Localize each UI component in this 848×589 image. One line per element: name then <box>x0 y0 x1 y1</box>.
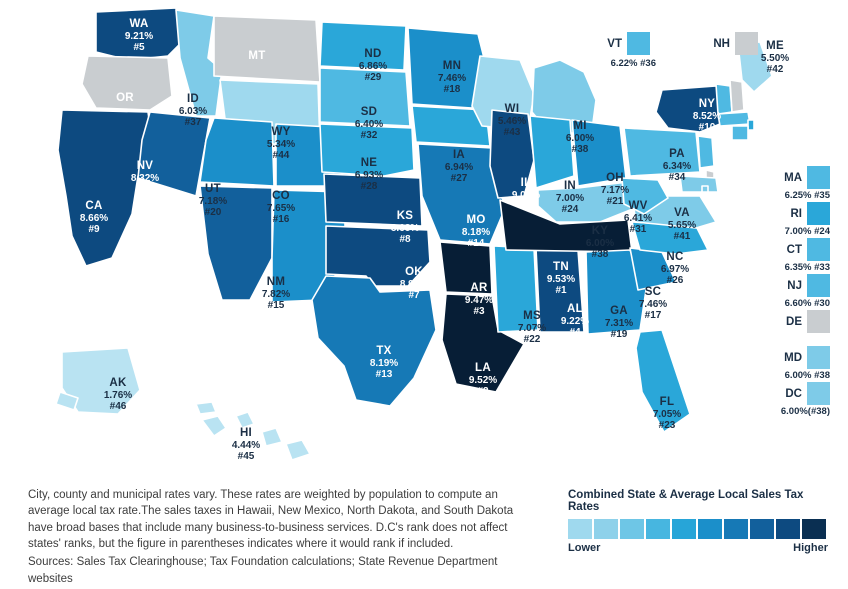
state-label-ut[interactable] <box>188 183 238 218</box>
state-label-ne[interactable] <box>344 157 394 192</box>
legend-cell-10 <box>802 519 826 539</box>
state-abbr: MI <box>573 120 587 132</box>
state-rate: 6.40% <box>354 118 384 130</box>
callout-swatch <box>807 382 830 405</box>
state-rank: #37 <box>184 117 202 129</box>
state-rank: #26 <box>666 275 684 287</box>
state-rank: #38 <box>571 144 589 156</box>
state-label-or[interactable] <box>100 92 150 105</box>
state-label-tx[interactable] <box>360 345 408 380</box>
state-rate: 7.82% <box>261 288 291 300</box>
state-abbr: SC <box>644 286 662 298</box>
state-label-la[interactable] <box>457 362 509 397</box>
callout-nh[interactable] <box>700 32 758 55</box>
legend-cell-1 <box>568 519 592 539</box>
callout-value: 6.22% #36 <box>610 58 656 69</box>
state-rank: #1 <box>555 285 567 297</box>
callout-vt[interactable] <box>592 32 650 55</box>
state-rank: #13 <box>375 369 393 381</box>
state-rate: 9.47% <box>464 294 494 306</box>
state-abbr: NC <box>666 251 684 263</box>
legend-cell-7 <box>724 519 748 539</box>
state-rate: 6.86% <box>358 60 388 72</box>
state-abbr: AL <box>567 303 583 315</box>
state-rate: 5.34% <box>266 138 296 150</box>
legend-color-scale <box>568 519 830 539</box>
state-rank: #9 <box>88 224 100 236</box>
state-rate: 8.66% <box>79 212 109 224</box>
state-abbr: WY <box>271 126 291 138</box>
callout-abbr: VT <box>607 37 622 50</box>
state-label-ks[interactable] <box>380 210 430 245</box>
callout-abbr: DC <box>785 387 802 400</box>
state-rank: #11 <box>189 294 207 306</box>
state-label-co[interactable] <box>256 190 306 225</box>
callout-abbr: DE <box>786 315 802 328</box>
callout-value: 6.00%(#38) <box>780 406 830 417</box>
state-abbr: NE <box>360 157 378 169</box>
state-rate: 7.46% <box>638 298 668 310</box>
state-abbr: WI <box>504 103 520 115</box>
state-label-ca[interactable] <box>68 200 120 235</box>
state-abbr: MT <box>248 50 266 62</box>
state-label-hi[interactable] <box>224 427 268 462</box>
state-abbr: MO <box>466 214 486 226</box>
state-abbr: OR <box>116 92 134 104</box>
legend <box>568 489 830 554</box>
state-abbr: HI <box>239 427 253 439</box>
callout-abbr: CT <box>786 243 802 256</box>
state-abbr: MN <box>442 60 462 72</box>
state-rate: 9.52% <box>468 374 498 386</box>
callout-swatch <box>807 166 830 189</box>
state-rate: 8.19% <box>369 357 399 369</box>
state-label-al[interactable] <box>552 303 598 338</box>
callout-swatch <box>627 32 650 55</box>
callout-value: 6.00% #38 <box>784 370 830 381</box>
state-label-ok[interactable] <box>391 266 437 301</box>
callout-abbr: RI <box>790 207 802 220</box>
state-shape-mt[interactable] <box>214 16 320 82</box>
callout-value: 7.00% #24 <box>784 226 830 237</box>
state-label-fl[interactable] <box>645 396 689 431</box>
callout-swatch <box>807 274 830 297</box>
callout-value: 6.35% #33 <box>784 262 830 273</box>
state-rate: 7.46% <box>437 72 467 84</box>
state-rate: 7.05% <box>652 408 682 420</box>
state-rank: #18 <box>443 84 461 96</box>
callout-abbr: NH <box>713 37 730 50</box>
callout-swatch <box>807 310 830 333</box>
state-label-nv[interactable] <box>118 160 172 195</box>
state-rate: 7.31% <box>604 317 634 329</box>
state-rate: 6.93% <box>354 169 384 181</box>
state-rank: #43 <box>503 127 521 139</box>
state-rate: 6.41% <box>623 212 653 224</box>
state-rate: 9.22% <box>560 315 590 327</box>
legend-low-label: Lower <box>568 542 601 554</box>
state-rate: 8.94% <box>399 278 429 290</box>
state-label-mo[interactable] <box>452 214 500 249</box>
state-rank: #45 <box>237 451 255 463</box>
state-rank: #41 <box>673 231 691 243</box>
state-label-nm[interactable] <box>252 276 300 311</box>
state-rank: #19 <box>610 329 628 341</box>
state-rate: 9.21% <box>124 30 154 42</box>
state-rank: #4 <box>569 327 581 339</box>
state-rate: 7.07% <box>517 322 547 334</box>
state-label-ny[interactable] <box>681 98 733 133</box>
state-label-nc[interactable] <box>650 251 700 286</box>
state-rate: 8.18% <box>461 226 491 238</box>
state-label-az[interactable] <box>174 270 222 305</box>
state-abbr: SD <box>360 106 378 118</box>
state-abbr: OK <box>405 266 423 278</box>
state-rank: #21 <box>606 196 624 208</box>
state-label-mt[interactable] <box>232 50 282 63</box>
state-shape-hi[interactable] <box>202 416 226 436</box>
legend-cell-6 <box>698 519 722 539</box>
state-rate: 1.76% <box>103 389 133 401</box>
state-rank: #44 <box>272 150 290 162</box>
state-label-ky[interactable] <box>567 225 633 260</box>
state-rate: 6.94% <box>444 161 474 173</box>
state-abbr: IN <box>563 180 577 192</box>
callout-value: 6.25% #35 <box>784 190 830 201</box>
legend-cell-2 <box>594 519 618 539</box>
state-rank: #6 <box>520 201 532 213</box>
state-rank: #29 <box>364 72 382 84</box>
state-shape-dc[interactable] <box>702 186 708 192</box>
legend-cell-4 <box>646 519 670 539</box>
state-rate: 8.52% <box>692 110 722 122</box>
state-shape-ct[interactable] <box>732 126 748 140</box>
state-rank: #23 <box>658 420 676 432</box>
state-rank: #32 <box>360 130 378 142</box>
state-label-ia[interactable] <box>434 149 484 184</box>
callout-swatch <box>807 202 830 225</box>
state-abbr: CA <box>85 200 103 212</box>
state-rate: 6.00% <box>565 132 595 144</box>
state-rank: #16 <box>272 214 290 226</box>
state-rate: 6.97% <box>660 263 690 275</box>
state-abbr: PA <box>669 148 685 160</box>
state-abbr: AR <box>470 282 488 294</box>
state-rank: #34 <box>668 172 686 184</box>
state-rank: #22 <box>523 334 541 346</box>
state-abbr: CO <box>272 190 290 202</box>
state-rank: #12 <box>136 184 154 196</box>
callout-dc[interactable] <box>772 382 830 405</box>
island-shape-1 <box>236 412 254 428</box>
state-label-ga[interactable] <box>596 305 642 340</box>
state-rank: #15 <box>267 300 285 312</box>
state-label-mn[interactable] <box>424 60 480 95</box>
callout-abbr: NJ <box>787 279 802 292</box>
state-abbr: MS <box>523 310 541 322</box>
state-rate: 7.18% <box>198 195 228 207</box>
footnote <box>28 487 538 589</box>
legend-cell-9 <box>776 519 800 539</box>
callout-nj[interactable] <box>772 274 830 297</box>
state-rank: #24 <box>561 204 579 216</box>
state-rate: 6.03% <box>178 105 208 117</box>
state-rate: 7.17% <box>600 184 630 196</box>
state-rate: 5.50% <box>760 52 790 64</box>
callout-value: 6.60% #30 <box>784 298 830 309</box>
legend-title: Combined State & Average Local Sales Tax Rates <box>568 489 804 513</box>
callout-swatch <box>807 238 830 261</box>
state-label-id[interactable] <box>170 93 216 128</box>
state-label-nd[interactable] <box>345 48 401 83</box>
state-abbr: KY <box>591 225 609 237</box>
callout-swatch <box>807 346 830 369</box>
state-rate: 8.68% <box>390 222 420 234</box>
state-abbr: AZ <box>190 270 206 282</box>
state-rank: #42 <box>766 64 784 76</box>
state-rate: 6.00% <box>585 237 615 249</box>
state-rank: #2 <box>477 386 489 398</box>
state-abbr: NY <box>698 98 716 110</box>
state-label-tn[interactable] <box>529 261 593 296</box>
state-rank: #8 <box>399 234 411 246</box>
state-label-wa[interactable] <box>108 18 170 53</box>
state-rate: 9.53% <box>546 273 576 285</box>
state-label-in[interactable] <box>548 180 592 215</box>
state-rate: 6.34% <box>662 160 692 172</box>
state-abbr: KS <box>396 210 414 222</box>
state-rank: #28 <box>360 181 378 193</box>
state-abbr: VA <box>674 207 690 219</box>
footnote-line-2: Sources: Sales Tax Clearinghouse; Tax Foundation calculations; State Revenue Department websites <box>28 556 498 585</box>
state-label-me[interactable] <box>751 40 799 75</box>
state-label-sd[interactable] <box>343 106 395 141</box>
callout-ri[interactable] <box>772 202 830 225</box>
state-label-pa[interactable] <box>653 148 701 183</box>
state-rate: 4.44% <box>231 439 261 451</box>
state-label-wy[interactable] <box>255 126 307 161</box>
state-label-wi[interactable] <box>487 103 537 138</box>
callout-de[interactable] <box>772 310 830 333</box>
state-rank: #3 <box>473 306 485 318</box>
state-rank: #27 <box>450 173 468 185</box>
callout-abbr: MA <box>784 171 802 184</box>
footnote-line-1: City, county and municipal rates vary. These rates are weighted by population to compute an average local tax rate.The sales taxes in Hawaii, New Mexico, North Dakota, and South Dakota have broad bases that include many business-to-business services. D.C's rank does not affect states' ranks, but the figure in parentheses indicates where it would rank if included. <box>28 489 514 550</box>
callout-swatch <box>735 32 758 55</box>
state-abbr: NM <box>266 276 286 288</box>
state-abbr: TN <box>553 261 569 273</box>
callout-abbr: MD <box>784 351 802 364</box>
state-abbr: ND <box>364 48 382 60</box>
state-abbr: FL <box>659 396 675 408</box>
state-rate: 5.65% <box>667 219 697 231</box>
state-label-ar[interactable] <box>456 282 502 317</box>
state-rank: #7 <box>408 290 420 302</box>
state-rank: #17 <box>644 310 662 322</box>
state-rate: 8.32% <box>130 172 160 184</box>
state-rate: 7.00% <box>555 192 585 204</box>
state-abbr: NV <box>136 160 154 172</box>
legend-cell-8 <box>750 519 774 539</box>
state-abbr: TX <box>376 345 392 357</box>
state-abbr: IL <box>520 177 532 189</box>
state-rate: 9.08% <box>511 189 541 201</box>
state-rank: #14 <box>467 238 485 250</box>
state-label-ms[interactable] <box>509 310 555 345</box>
island-shape-3 <box>286 440 310 460</box>
state-rank: #46 <box>109 401 127 413</box>
legend-cell-5 <box>672 519 696 539</box>
state-rank: #31 <box>629 224 647 236</box>
state-abbr: IA <box>452 149 466 161</box>
state-abbr: GA <box>610 305 628 317</box>
state-abbr: LA <box>475 362 491 374</box>
state-shape-ri[interactable] <box>748 120 754 130</box>
state-abbr: OH <box>606 172 624 184</box>
state-abbr: ME <box>766 40 784 52</box>
callout-ct[interactable] <box>772 238 830 261</box>
state-label-mi[interactable] <box>556 120 604 155</box>
legend-high-label: Higher <box>793 542 828 554</box>
state-rank: #5 <box>133 42 145 54</box>
state-abbr: ID <box>186 93 200 105</box>
state-rank: #38 <box>591 249 609 261</box>
callout-ma[interactable] <box>772 166 830 189</box>
state-rate: 8.40% <box>183 282 213 294</box>
state-label-ak[interactable] <box>93 377 143 412</box>
callout-md[interactable] <box>772 346 830 369</box>
state-abbr: WA <box>129 18 149 30</box>
state-abbr: AK <box>109 377 127 389</box>
state-rate: 5.46% <box>497 115 527 127</box>
state-rank: #20 <box>204 207 222 219</box>
state-abbr: WV <box>628 200 648 212</box>
state-label-va[interactable] <box>659 207 705 242</box>
state-label-il[interactable] <box>504 177 548 212</box>
state-rate: 7.65% <box>266 202 296 214</box>
legend-cell-3 <box>620 519 644 539</box>
state-abbr: UT <box>205 183 221 195</box>
island-shape-4 <box>196 402 216 414</box>
state-rank: #10 <box>698 122 716 134</box>
